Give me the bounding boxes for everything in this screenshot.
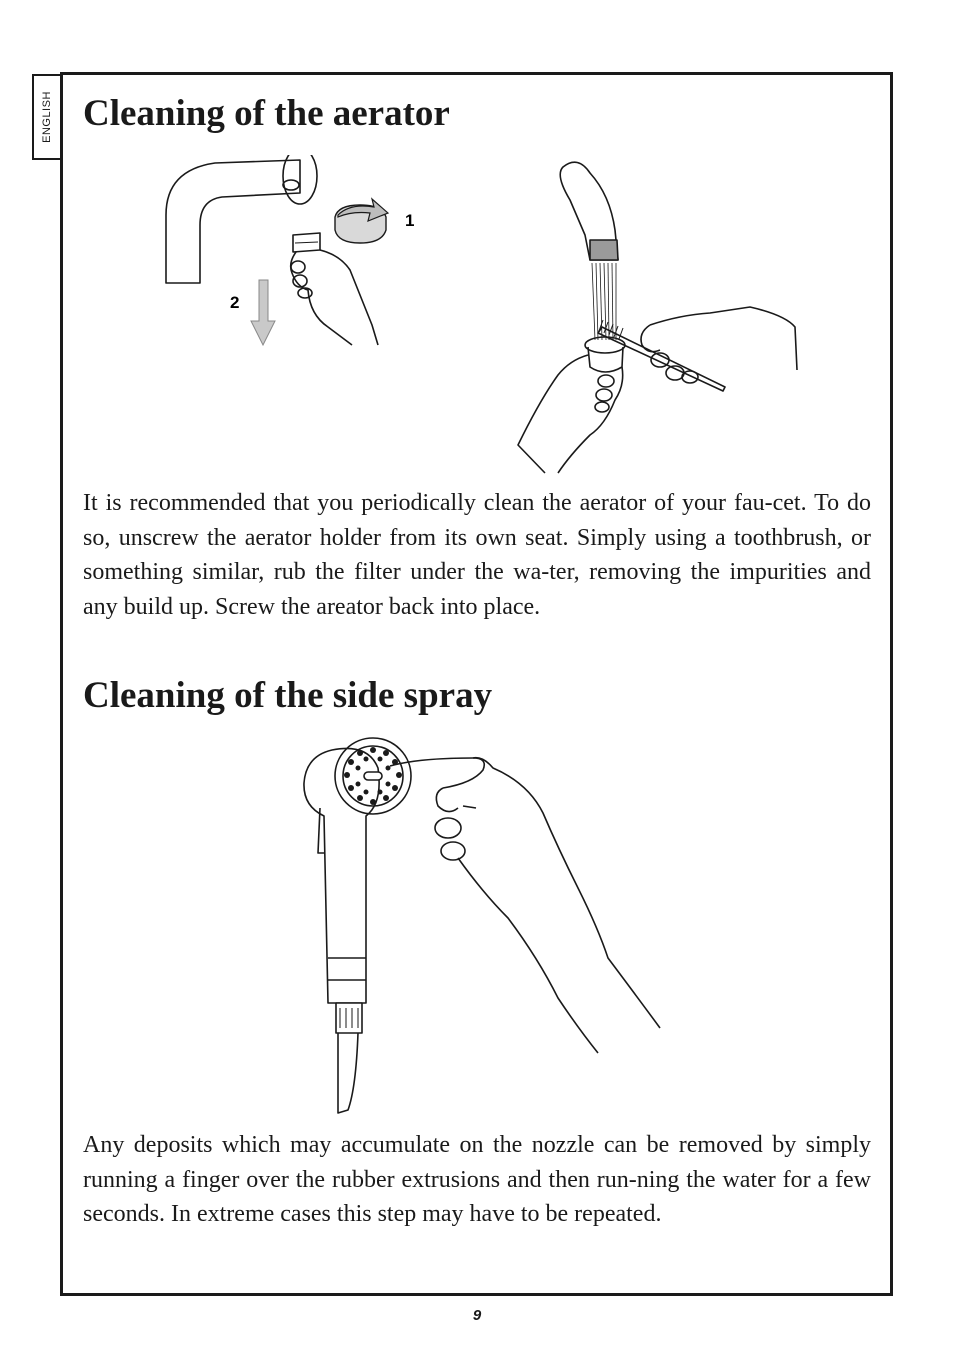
language-label: ENGLISH	[41, 91, 53, 143]
step-2-label: 2	[230, 293, 240, 312]
step-1-label: 1	[405, 211, 415, 230]
page-number: 9	[472, 1307, 482, 1324]
language-tab	[32, 74, 60, 160]
side-spray-cleaning-illustration	[298, 728, 663, 1118]
aerator-brushing-illustration	[510, 155, 805, 477]
aerator-removal-illustration	[160, 155, 430, 350]
side-spray-instructions: Any deposits which may accumulate on the nozzle can be removed by simply running a finger over the rubber extrusions and then run-ning the water for a few seconds. In extreme cases this step may have to be repeated.	[83, 1132, 871, 1227]
rotate-arrow-icon	[335, 199, 388, 243]
aerator-instructions: It is recommended that you periodically clean the aerator of your fau-cet. To do so, unscrew the aerator holder from its own seat. Simply using a toothbrush, or something similar, rub the filter under the wa-ter, removing the impurities and any build up. Screw the areator back into place.	[83, 490, 871, 620]
pull-down-arrow-icon	[251, 280, 275, 345]
side-spray-section-title: Cleaning of the side spray	[83, 675, 493, 716]
aerator-section-title: Cleaning of the aerator	[83, 93, 450, 134]
